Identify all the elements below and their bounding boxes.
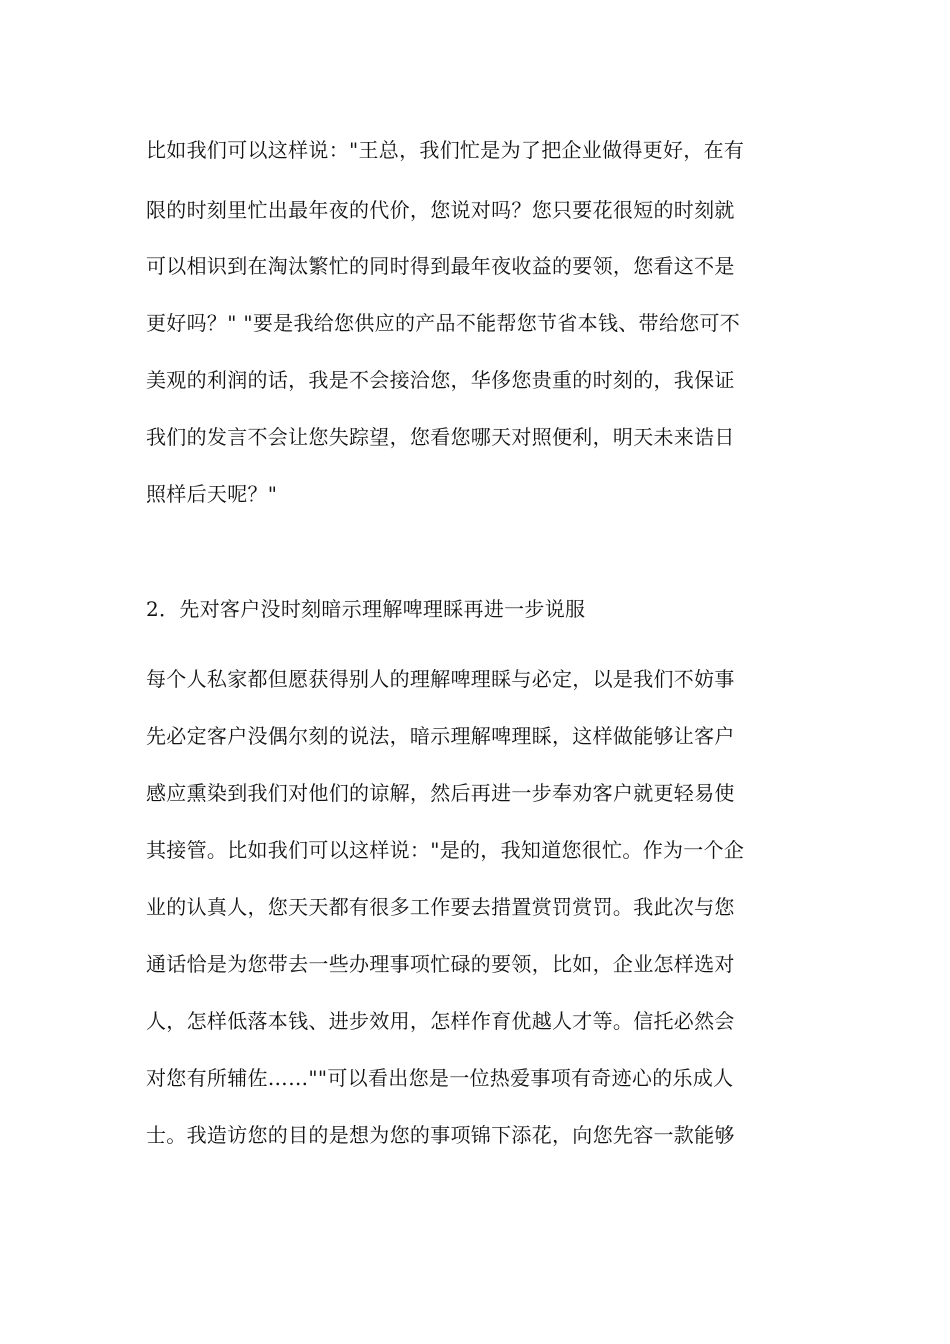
paragraph-2-line-8: 对您有所辅佐……""可以看出您是一位热爱事项有奇迹心的乐成人 xyxy=(146,1066,734,1090)
paragraph-1-line-6: 我们的发言不会让您失踪望，您看您哪天对照便利，明天未来诰日 xyxy=(146,425,735,449)
paragraph-1-line-1: 比如我们可以这样说："王总，我们忙是为了把企业做得更好，在有 xyxy=(146,138,745,162)
paragraph-2-line-2: 先必定客户没偶尔刻的说法，暗示理解啤理睬，这样做能够让客户 xyxy=(146,724,735,748)
paragraph-2-line-7: 人，怎样低落本钱、进步效用，怎样作育优越人才等。信托必然会 xyxy=(146,1009,735,1033)
paragraph-2-line-1: 每个人私家都但愿获得别人的理解啤理睬与必定，以是我们不妨事 xyxy=(146,667,735,691)
paragraph-2-line-3: 感应熏染到我们对他们的谅解，然后再进一步奉劝客户就更轻易使 xyxy=(146,781,735,805)
paragraph-2-line-9: 士。我造访您的目的是想为您的事项锦下添花，向您先容一款能够 xyxy=(146,1123,735,1147)
paragraph-1-line-2: 限的时刻里忙出最年夜的代价，您说对吗？您只要花很短的时刻就 xyxy=(146,198,735,222)
paragraph-2-line-4: 其接管。比如我们可以这样说："是的，我知道您很忙。作为一个企 xyxy=(146,838,745,862)
paragraph-1-line-7: 照样后天呢？" xyxy=(146,482,278,506)
paragraph-1-line-3: 可以相识到在淘汰繁忙的同时得到最年夜收益的要领，您看这不是 xyxy=(146,254,735,278)
paragraph-2-line-5: 业的认真人，您天天都有很多工作要去措置赏罚赏罚。我此次与您 xyxy=(146,895,735,919)
paragraph-1-line-5: 美观的利润的话，我是不会接洽您，华侈您贵重的时刻的，我保证 xyxy=(146,368,735,392)
paragraph-1-line-4: 更好吗？" "要是我给您供应的产品不能帮您节省本钱、带给您可不 xyxy=(146,311,741,335)
paragraph-2-line-6: 通话恰是为您带去一些办理事项忙碌的要领，比如，企业怎样选对 xyxy=(146,952,735,976)
section-heading: 2．先对客户没时刻暗示理解啤理睬再进一步说服 xyxy=(146,597,586,621)
